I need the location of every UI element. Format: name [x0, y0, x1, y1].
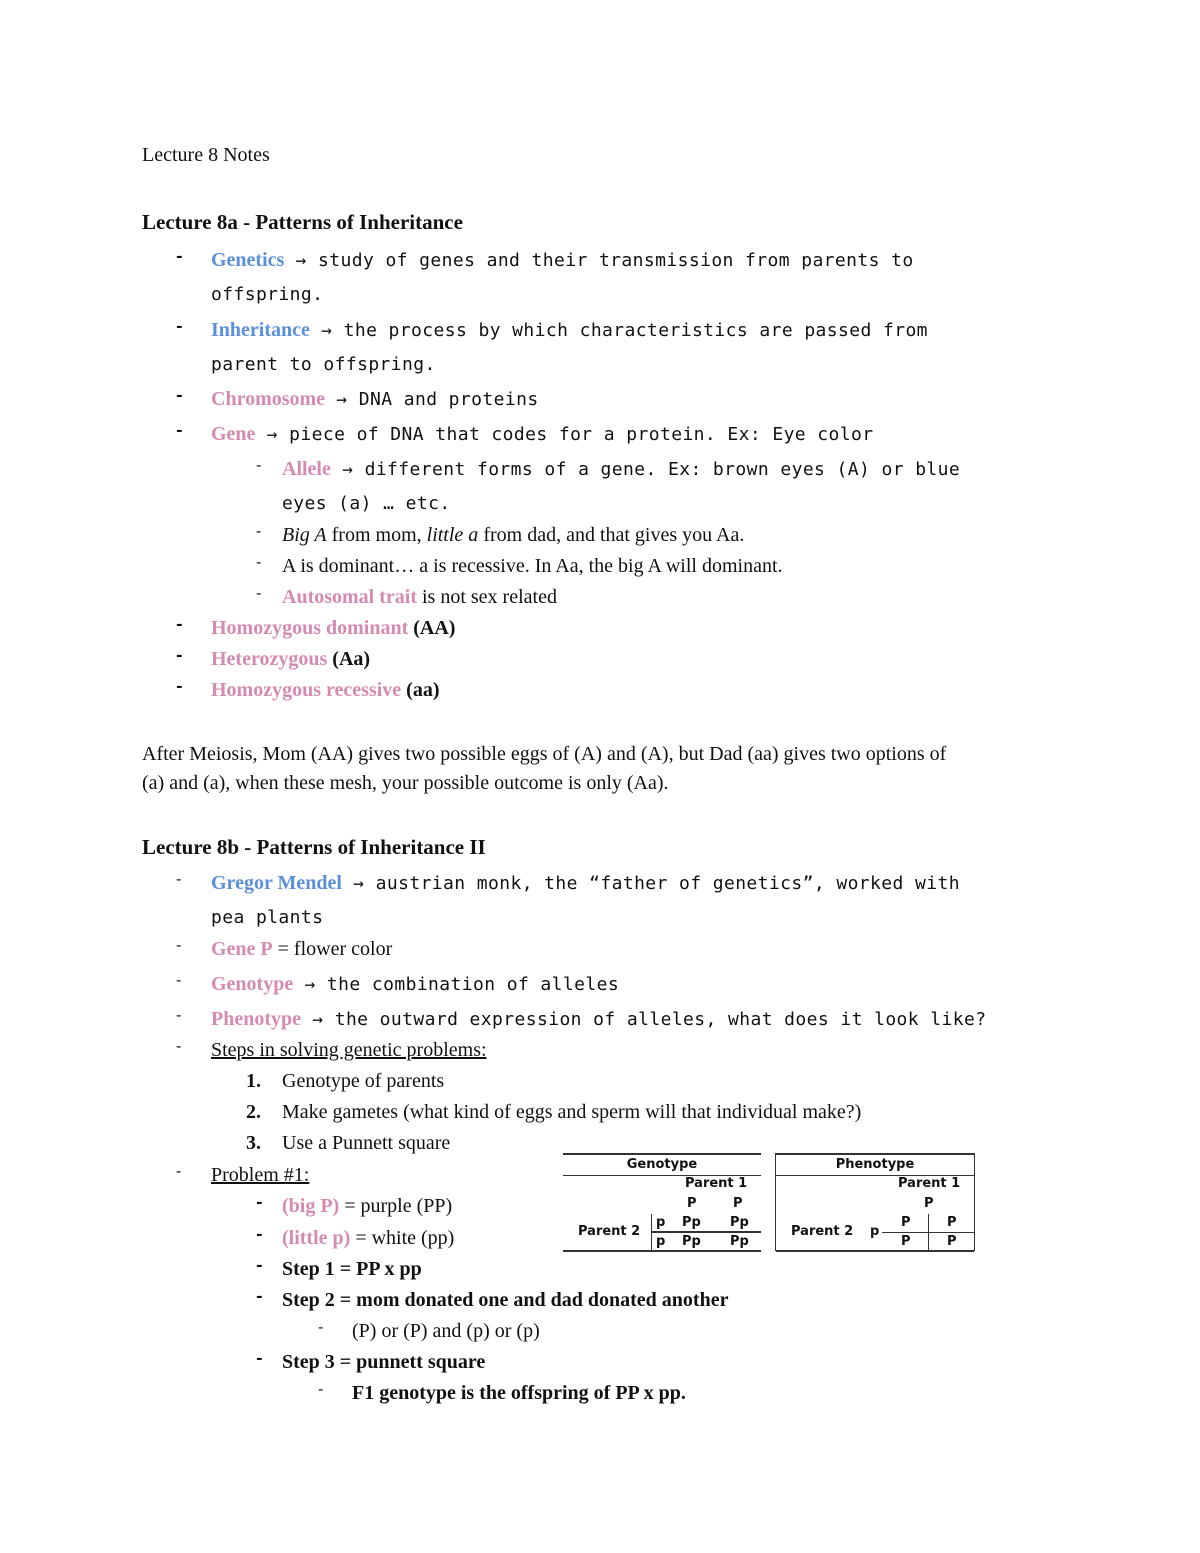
sub-bullet: -: [256, 552, 262, 571]
table-cell: Pp: [730, 1234, 749, 1249]
sub-bullet: -: [256, 583, 262, 602]
sub-bullet: -: [256, 1286, 263, 1305]
text: = white (pp): [350, 1227, 455, 1249]
sub-bullet: -: [256, 1224, 263, 1243]
list-item: [211, 1005, 986, 1034]
section-b-heading: Lecture 8b - Patterns of Inheritance II: [142, 835, 486, 859]
list-item: A is dominant… a is recessive. In Aa, the big A will dominant.: [282, 555, 783, 577]
step-2: Step 2 = mom donated one and dad donated another: [282, 1289, 729, 1311]
term-little-p: (little p): [282, 1227, 351, 1249]
parent1-label: Parent 1: [898, 1176, 961, 1191]
step-3: Step 3 = punnett square: [282, 1351, 486, 1373]
table-rule: [651, 1214, 652, 1251]
definition: → DNA and proteins: [325, 389, 539, 410]
bullet: -: [176, 246, 183, 265]
sub-bullet: -: [256, 1192, 263, 1211]
bullet: -: [176, 970, 182, 989]
row-header: p: [656, 1215, 666, 1230]
term-homozygous-recessive: Homozygous recessive: [211, 679, 402, 701]
step-number: 2.: [246, 1101, 261, 1123]
table-rule: [651, 1232, 761, 1233]
list-item: [211, 676, 439, 704]
sub-sub-bullet: -: [318, 1317, 324, 1336]
definition: → the combination of alleles: [293, 974, 620, 995]
list-item: [282, 521, 744, 549]
col-header: P: [733, 1196, 743, 1211]
step-2-detail: (P) or (P) and (p) or (p): [352, 1320, 540, 1342]
list-item: [211, 246, 914, 275]
bullet: -: [176, 420, 183, 439]
definition: → piece of DNA that codes for a protein. Ex: Eye color: [255, 424, 874, 445]
list-item: [211, 614, 455, 642]
list-item: [211, 970, 619, 999]
term-chromosome: Chromosome: [211, 388, 326, 410]
list-item: [211, 645, 370, 673]
list-item: [211, 869, 960, 898]
text: from dad, and that gives you Aa.: [478, 524, 745, 546]
definition-cont: eyes (a) … etc.: [282, 493, 451, 514]
sub-bullet: -: [256, 455, 262, 474]
bullet: -: [176, 1036, 182, 1055]
step-text: Genotype of parents: [282, 1070, 445, 1092]
table-caption: Genotype: [563, 1153, 761, 1176]
definition: → austrian monk, the “father of genetics”, worked with: [341, 873, 960, 894]
definition: → the process by which characteristics are passed from: [309, 320, 928, 341]
sub-bullet: -: [256, 1255, 263, 1274]
bullet: -: [176, 385, 183, 404]
table-caption: Phenotype: [776, 1153, 974, 1176]
term-heterozygous: Heterozygous: [211, 648, 328, 670]
list-item: [211, 420, 873, 449]
table-bottom-rule: [776, 1250, 974, 1252]
genotype-table: [563, 1153, 761, 1251]
table-cell: Pp: [730, 1215, 749, 1230]
sub-bullet: -: [256, 521, 262, 540]
definition: → the outward expression of alleles, what does it look like?: [301, 1009, 987, 1030]
code: (aa): [401, 679, 440, 701]
table-cell: P: [901, 1234, 911, 1249]
paragraph-line: After Meiosis, Mom (AA) gives two possible eggs of (A) and (A), but Dad (aa) gives two options of: [142, 743, 947, 765]
code: (AA): [408, 617, 456, 639]
text: = purple (PP): [339, 1195, 453, 1217]
text: is not sex related: [416, 586, 557, 608]
list-item: [211, 385, 539, 414]
bullet: -: [176, 645, 183, 664]
sub-bullet: -: [256, 1348, 263, 1367]
term-gene: Gene: [211, 423, 256, 445]
text: from mom,: [326, 524, 427, 546]
list-item: [282, 1224, 454, 1252]
table-cell: P: [947, 1215, 957, 1230]
term-gene-p: Gene P: [211, 938, 273, 960]
bullet: -: [176, 1161, 182, 1180]
sub-sub-bullet: -: [318, 1379, 324, 1398]
definition: → different forms of a gene. Ex: brown eyes (A) or blue: [330, 459, 961, 480]
list-item: [282, 1192, 452, 1220]
step-3-detail: [352, 1379, 686, 1407]
definition-cont: offspring.: [211, 284, 324, 305]
bullet: -: [176, 935, 182, 954]
list-item: [211, 316, 928, 345]
bullet: -: [176, 869, 182, 888]
table-cell: P: [901, 1215, 911, 1230]
list-item: [282, 455, 960, 484]
step-text: Make gametes (what kind of eggs and sperm will that individual make?): [282, 1101, 862, 1123]
step-text: Use a Punnett square: [282, 1132, 451, 1154]
table-rule: [928, 1214, 929, 1251]
table-cell: P: [947, 1234, 957, 1249]
term-mendel: Gregor Mendel: [211, 872, 342, 894]
definition-cont: parent to offspring.: [211, 354, 436, 375]
list-item: [211, 935, 392, 963]
row-header: p: [656, 1234, 666, 1249]
text: = flower color: [272, 938, 393, 960]
term-inheritance: Inheritance: [211, 319, 310, 341]
problem-label: Problem #1:: [211, 1164, 310, 1186]
definition-cont: pea plants: [211, 907, 324, 928]
col-header: P: [924, 1196, 934, 1211]
col-header: P: [687, 1196, 697, 1211]
row-header: p: [870, 1224, 880, 1239]
section-a-heading: Lecture 8a - Patterns of Inheritance: [142, 210, 463, 234]
step-number: 1.: [246, 1070, 261, 1092]
table-cell: Pp: [682, 1234, 701, 1249]
term-phenotype: Phenotype: [211, 1008, 301, 1030]
phenotype-table: [775, 1153, 975, 1251]
parent2-label: Parent 2: [791, 1224, 854, 1239]
bullet: -: [176, 614, 183, 633]
term-genetics: Genetics: [211, 249, 285, 271]
parent2-label: Parent 2: [578, 1224, 641, 1239]
term-homozygous-dominant: Homozygous dominant: [211, 617, 409, 639]
text: F1 genotype is the offspring of PP x pp.: [352, 1382, 686, 1404]
bullet: -: [176, 316, 183, 335]
italic-text: little a: [426, 524, 479, 546]
parent1-label: Parent 1: [685, 1176, 748, 1191]
table-bottom-rule: [563, 1250, 761, 1252]
term-genotype: Genotype: [211, 973, 294, 995]
paragraph-line: (a) and (a), when these mesh, your possible outcome is only (Aa).: [142, 772, 669, 794]
steps-label: Steps in solving genetic problems:: [211, 1039, 487, 1061]
step-number: 3.: [246, 1132, 261, 1154]
italic-text: Big A: [282, 524, 327, 546]
table-cell: Pp: [682, 1215, 701, 1230]
bullet: -: [176, 676, 183, 695]
step-1: Step 1 = PP x pp: [282, 1258, 422, 1280]
doc-title: Lecture 8 Notes: [142, 144, 270, 166]
term-allele: Allele: [282, 458, 331, 480]
definition: → study of genes and their transmission from parents to: [284, 250, 914, 271]
code: (Aa): [327, 648, 371, 670]
term-autosomal: Autosomal trait: [282, 586, 417, 608]
term-big-p: (big P): [282, 1195, 340, 1217]
list-item: [282, 583, 557, 611]
bullet: -: [176, 1005, 182, 1024]
